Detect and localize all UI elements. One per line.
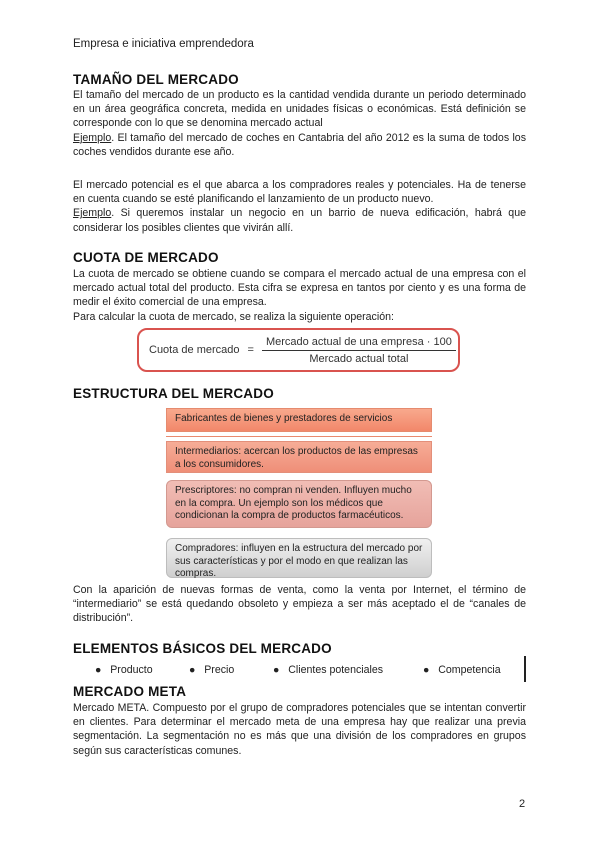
structure-divider (166, 436, 432, 437)
structure-box-compradores: Compradores: influyen en la estructura del mercado por sus características y por el modo en que realizan las compras. (166, 538, 432, 578)
page-number: 2 (519, 798, 526, 810)
example-text-2: . Si queremos instalar un negocio en un barrio de nueva edificación, habrá que considerar los posibles clientes que vivirán allí. (73, 207, 526, 234)
text-cursor-bar (524, 656, 526, 682)
paragraph-intermediario: Con la aparición de nuevas formas de venta, como la venta por Internet, el término de “intermediario” se está quedando obsoleto y empieza a ser más aceptado el de “canales de distribución”. (73, 584, 526, 625)
heading-tamano-mercado: TAMAÑO DEL MERCADO (73, 72, 239, 87)
mercado-potencial-text: El mercado potencial es el que abarca a los compradores reales y potenciales. Ha de tenerse en cuenta cuando se esté planificando el lanzamiento de un producto nuevo. (73, 179, 526, 206)
formula-denominator: Mercado actual total (309, 352, 409, 365)
bullet-label-producto: Producto (110, 664, 153, 676)
paragraph-tamano-definicion (73, 88, 526, 159)
cuota-definicion-text: La cuota de mercado se obtiene cuando se compara el mercado actual de una empresa con el mercado actual total del producto. Esta cifra se expresa en tantos por ciento y es una forma de medir el éxito comercial de una empresa. (73, 268, 526, 309)
heading-elementos-basicos: ELEMENTOS BÁSICOS DEL MERCADO (73, 641, 332, 656)
formula-label: Cuota de mercado (149, 344, 240, 356)
structure-box-prescriptores: Prescriptores: no compran ni venden. Influyen mucho en la compra. Un ejemplo son los médicos que condicionan la compra de productos farmacéuticos. (166, 480, 432, 528)
running-header: Empresa e iniciativa emprendedora (73, 38, 254, 50)
formula-box (137, 328, 460, 372)
paragraph-cuota-definicion (73, 267, 526, 324)
example-label-2: Ejemplo (73, 207, 112, 220)
paragraph-mercado-potencial (73, 178, 526, 235)
structure-box-fabricantes: Fabricantes de bienes y prestadores de servicios (166, 408, 432, 432)
formula-equals: = (247, 344, 254, 356)
tamano-definicion-text: El tamaño del mercado de un producto es la cantidad vendida durante un periodo determinado en un área geográfica concreta, medida en unidades físicas o económicas. Está definición se corresponde con lo que se denomina mercado actual (73, 89, 526, 130)
heading-estructura-mercado: ESTRUCTURA DEL MERCADO (73, 386, 274, 401)
bullet-item-competencia: ● Competencia (423, 664, 501, 676)
bullet-item-producto: ● Producto (95, 664, 153, 676)
bullet-label-clientes: Clientes potenciales (288, 664, 384, 676)
bullet-item-clientes: ● Clientes potenciales (273, 664, 384, 676)
heading-cuota-mercado: CUOTA DE MERCADO (73, 250, 219, 265)
bullet-label-precio: Precio (204, 664, 235, 676)
paragraph-mercado-meta: Mercado META. Compuesto por el grupo de compradores potenciales que se intentan convertir en clientes. Para determinar el mercado meta de una empresa hay que realizar una previa segmentación. La segmentación no es más que una división de los compradores en grupos según sus características comunes. (73, 702, 526, 757)
cuota-calculo-intro: Para calcular la cuota de mercado, se realiza la siguiente operación: (73, 310, 394, 323)
formula-numerator: Mercado actual de una empresa · 100 (262, 336, 456, 351)
heading-mercado-meta: MERCADO META (73, 684, 187, 699)
structure-box-intermediarios: Intermediarios: acercan los productos de las empresas a los consumidores. (166, 441, 432, 473)
example-label-1: Ejemplo (73, 131, 112, 144)
example-text-1: . El tamaño del mercado de coches en Cantabria del año 2012 es la suma de todos los coches vendidos durante ese año. (73, 131, 526, 158)
bullet-item-precio: ● Precio (189, 664, 235, 676)
formula-fraction (262, 336, 456, 365)
bullet-label-competencia: Competencia (438, 664, 501, 676)
